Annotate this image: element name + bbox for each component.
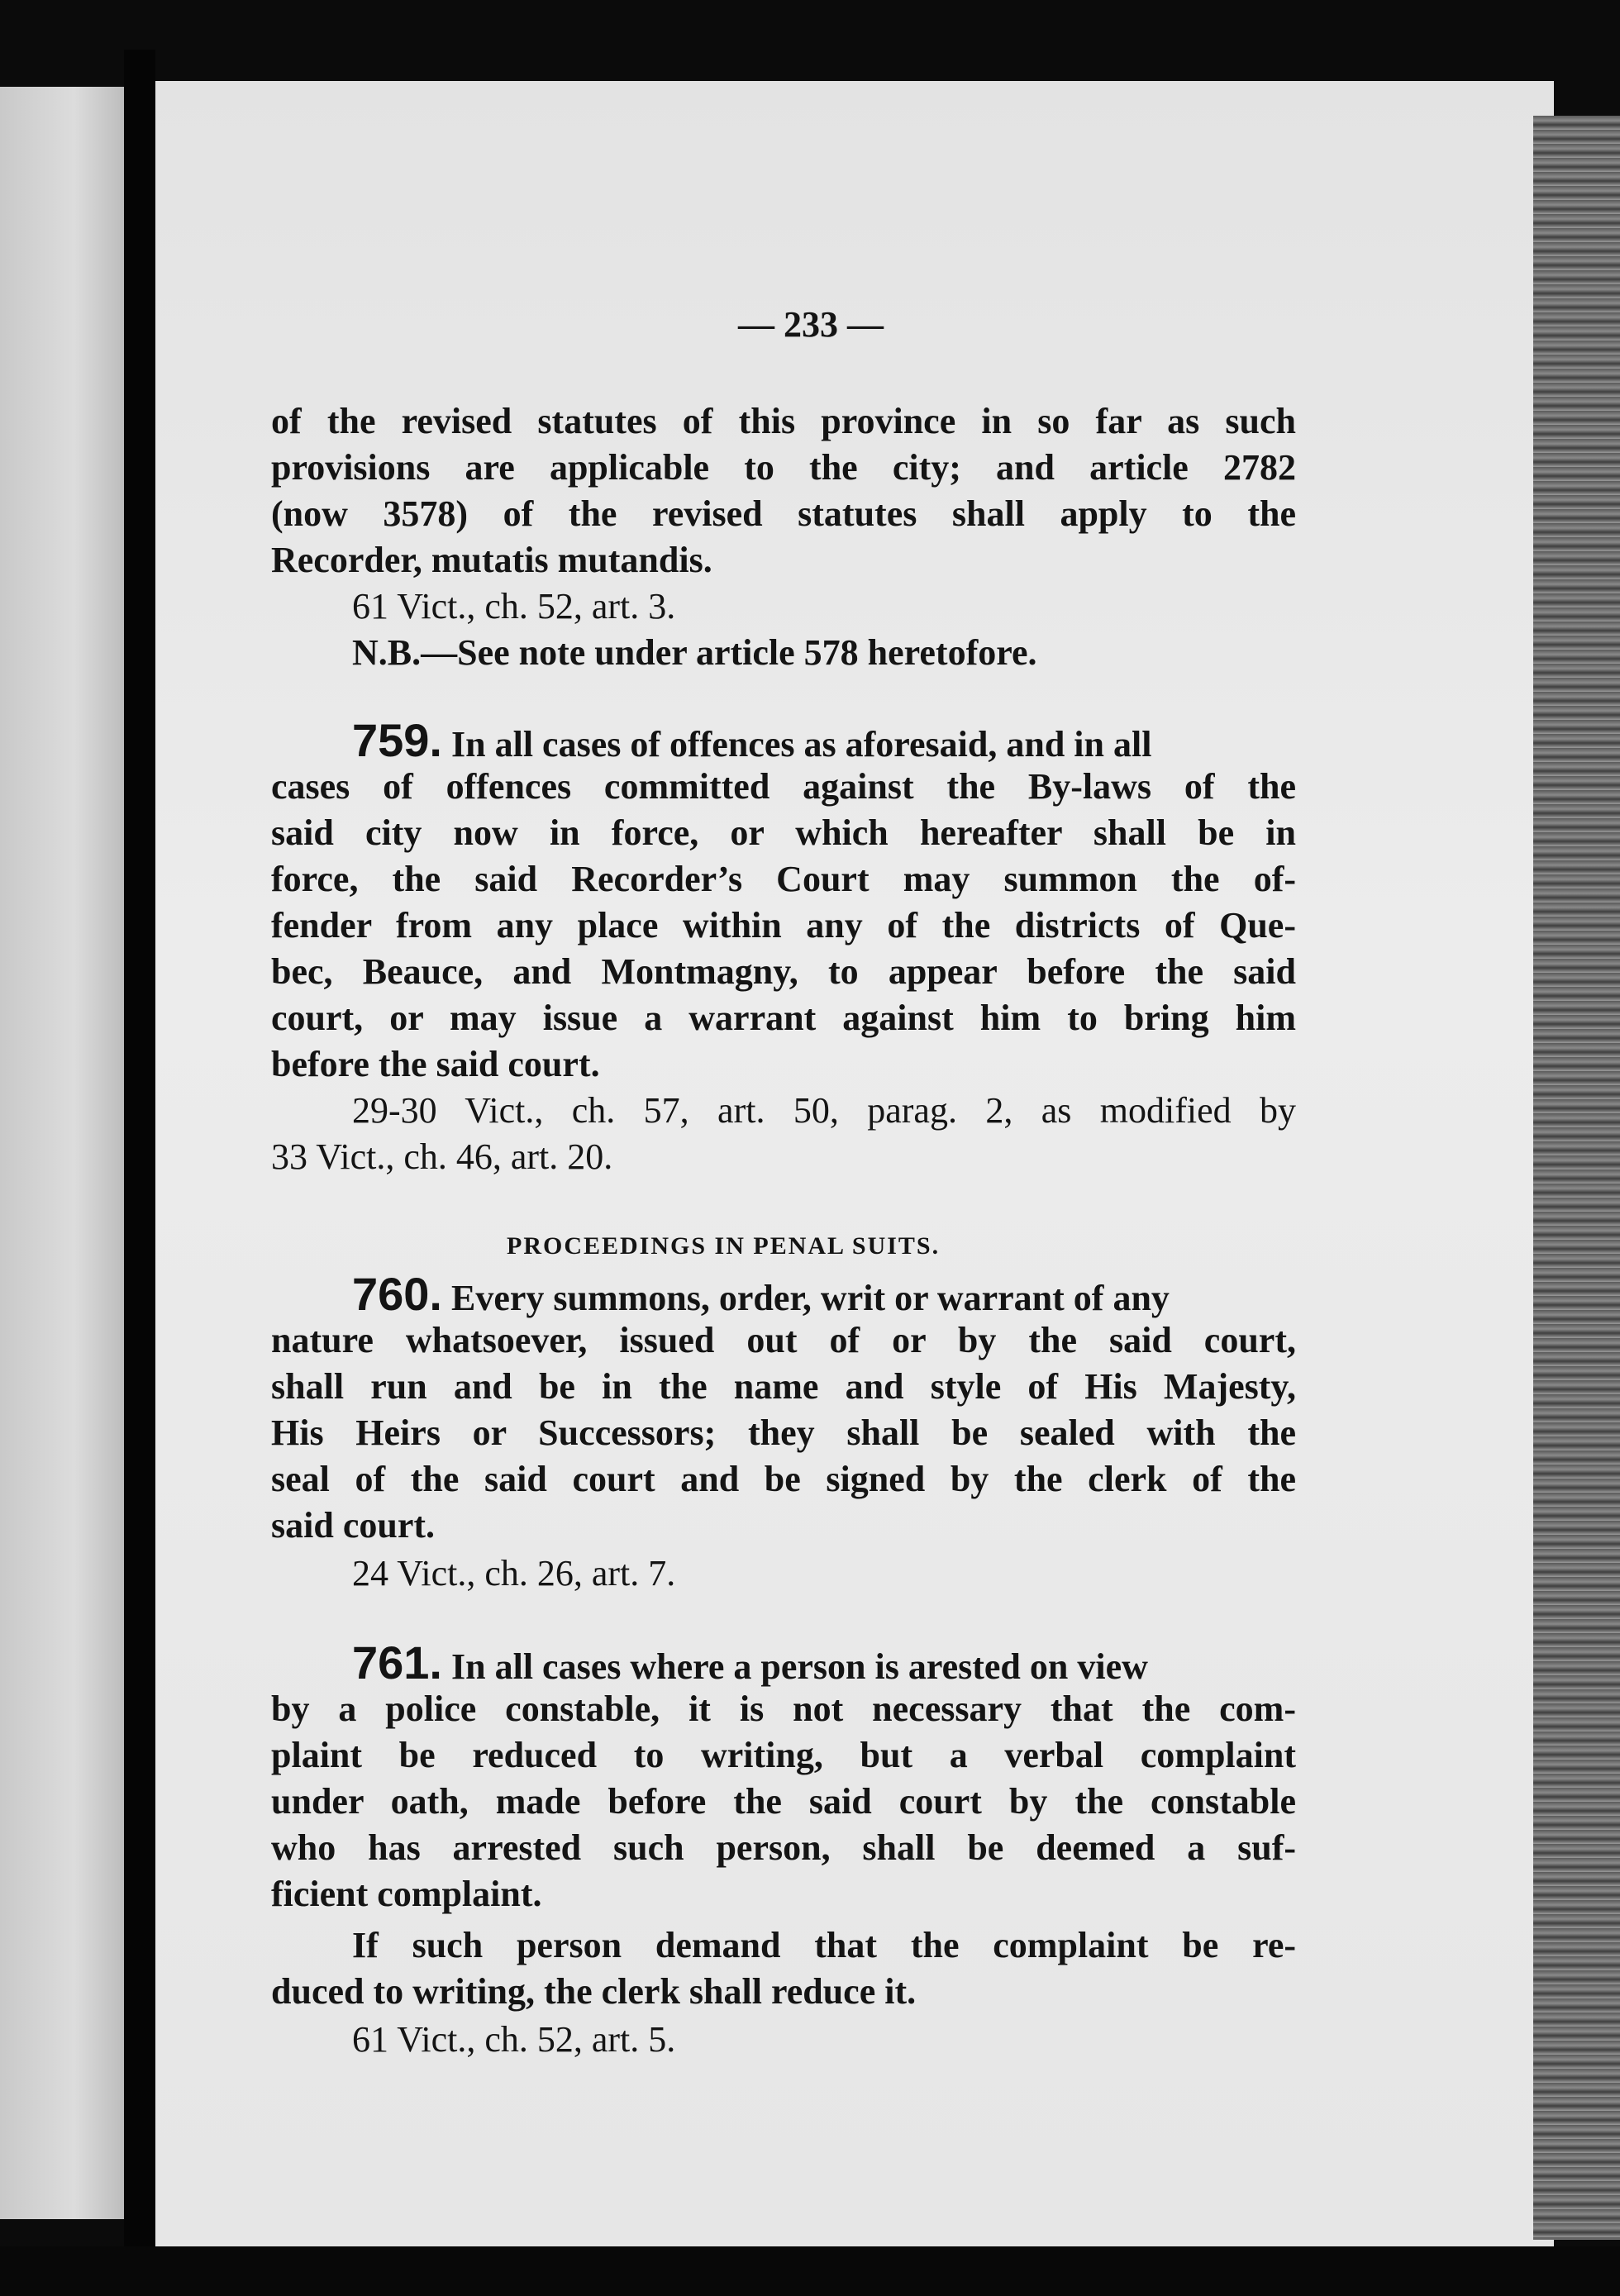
text-line: (now 3578) of the revised statutes shall apply to the — [271, 493, 1296, 534]
book-gutter — [124, 50, 155, 2281]
article-number: 761. — [352, 1636, 442, 1689]
text-line: plaint be reduced to writing, but a verbal complaint — [271, 1735, 1296, 1775]
text-line: Recorder, mutatis mutandis. — [271, 540, 712, 580]
text-line: If such person demand that the complaint be re- — [352, 1925, 1296, 1965]
citation: 61 Vict., ch. 52, art. 5. — [352, 2019, 676, 2060]
text-line: said city now in force, or which hereafter shall be in — [271, 812, 1296, 853]
text-line: nature whatsoever, issued out of or by the said court, — [271, 1320, 1296, 1360]
article-number: 759. — [352, 714, 442, 766]
article-number: 760. — [352, 1268, 442, 1320]
note: N.B.—See note under article 578 heretofore. — [352, 632, 1037, 673]
article-760-first-line — [271, 1268, 1170, 1322]
citation: 29-30 Vict., ch. 57, art. 50, parag. 2, as modified by — [352, 1090, 1296, 1131]
text-line: force, the said Recorder’s Court may summon the of- — [271, 859, 1296, 899]
text-line: shall run and be in the name and style of His Majesty, — [271, 1366, 1296, 1407]
text-line: by a police constable, it is not necessary that the com- — [271, 1689, 1296, 1729]
text-line: duced to writing, the clerk shall reduce it. — [271, 1971, 917, 2012]
page-stack-edge — [1533, 116, 1620, 2240]
citation: 24 Vict., ch. 26, art. 7. — [352, 1553, 676, 1593]
text-line: provisions are applicable to the city; and article 2782 — [271, 447, 1296, 488]
text-line: In all cases where a person is arested on view — [451, 1646, 1148, 1687]
text-line: fender from any place within any of the districts of Que- — [271, 905, 1296, 946]
page-number: — 233 — — [738, 304, 884, 345]
facing-page-edge — [0, 87, 124, 2219]
text-line: before the said court. — [271, 1044, 600, 1084]
text-line: court, or may issue a warrant against him to bring him — [271, 998, 1296, 1038]
text-line: cases of offences committed against the By-laws of the — [271, 766, 1296, 807]
text-line: seal of the said court and be signed by the clerk of the — [271, 1459, 1296, 1499]
article-759-first-line — [271, 714, 1152, 768]
text-line: Every summons, order, writ or warrant of any — [451, 1278, 1170, 1318]
text-line: said court. — [271, 1505, 435, 1546]
scan-border — [0, 2246, 1620, 2296]
text-line: who has arrested such person, shall be deemed a suf- — [271, 1827, 1296, 1868]
text-line: of the revised statutes of this province in so far as such — [271, 401, 1296, 441]
text-line: His Heirs or Successors; they shall be sealed with the — [271, 1412, 1296, 1453]
text-line: bec, Beauce, and Montmagny, to appear before the said — [271, 951, 1296, 992]
citation: 61 Vict., ch. 52, art. 3. — [352, 586, 676, 626]
text-line: under oath, made before the said court by the constable — [271, 1781, 1296, 1822]
citation: 33 Vict., ch. 46, art. 20. — [271, 1136, 613, 1177]
section-heading: PROCEEDINGS IN PENAL SUITS. — [507, 1232, 941, 1260]
article-761-first-line — [271, 1636, 1148, 1690]
text-line: In all cases of offences as aforesaid, and in all — [451, 724, 1152, 765]
text-line: ficient complaint. — [271, 1874, 542, 1914]
